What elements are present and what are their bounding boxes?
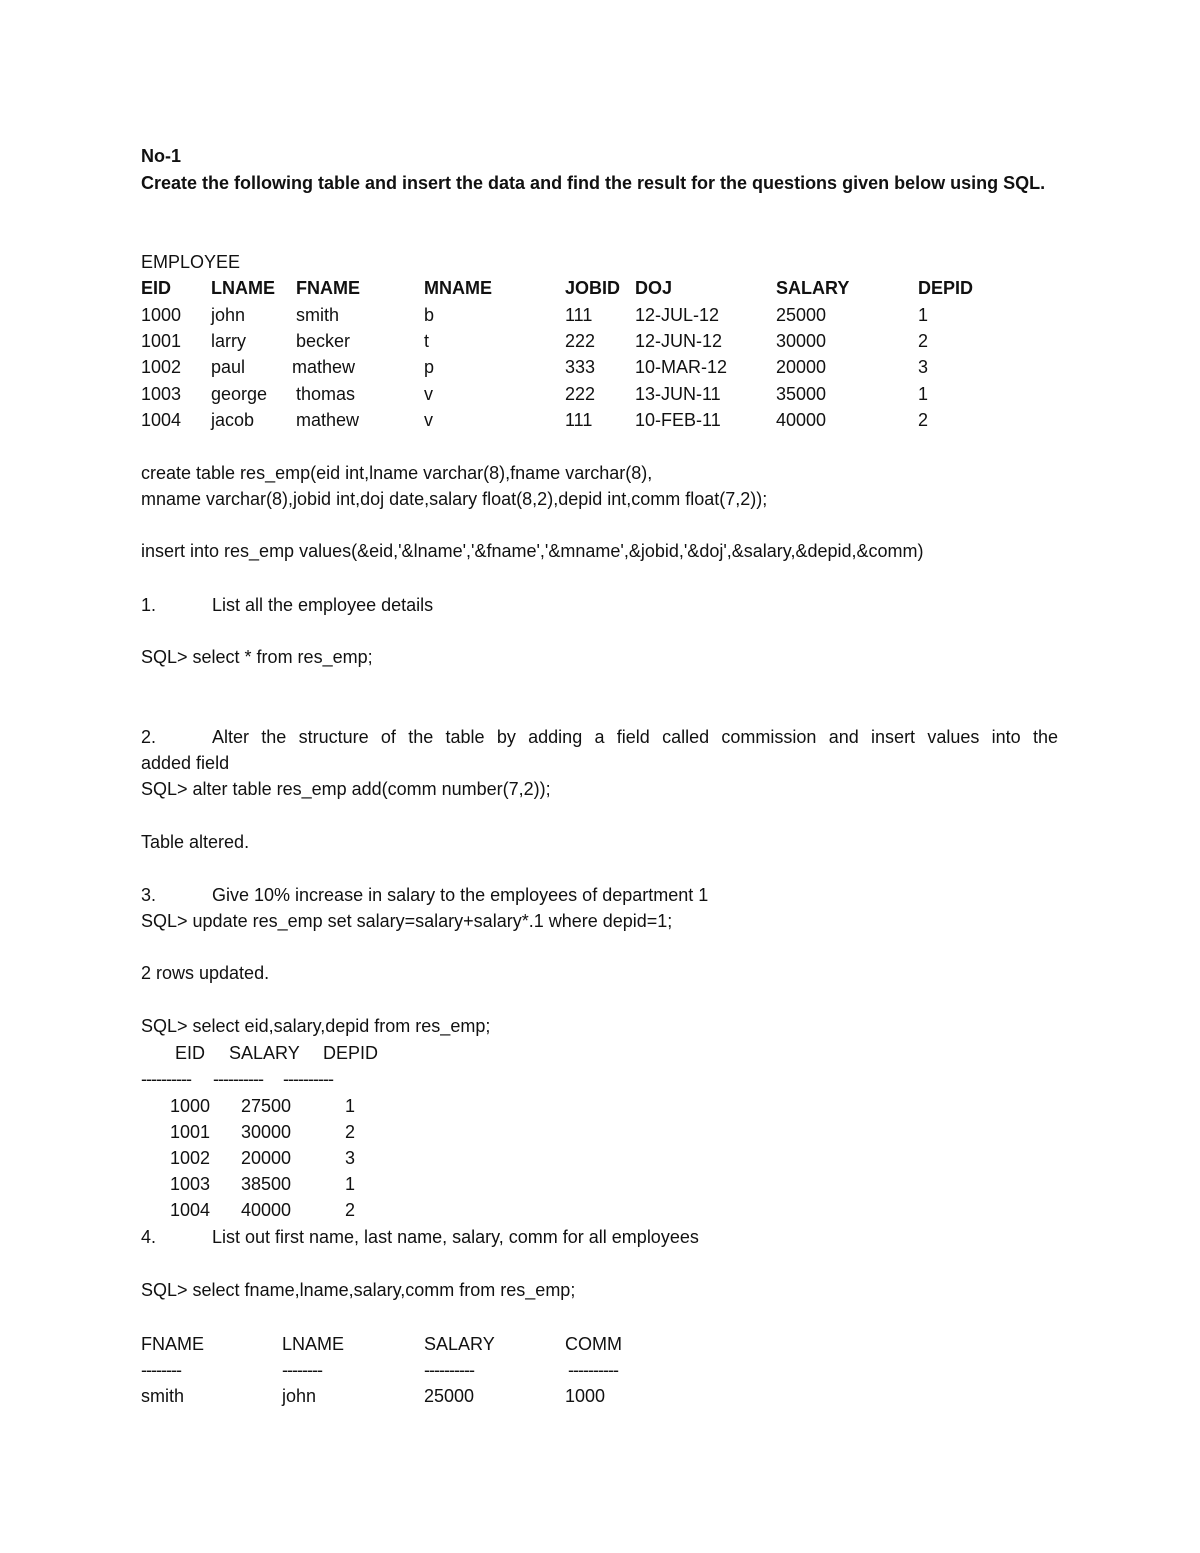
column-header: LNAME [211,278,275,298]
table-cell: 1000 [565,1386,606,1406]
column-separator: ---------- [141,1069,191,1089]
table-cell: 38500 [241,1174,292,1194]
question-number: 3. [141,885,157,905]
table-cell: 111 [565,305,593,325]
column-separator: ---------- [283,1069,333,1089]
table-cell: b [424,305,435,325]
table-cell: 1003 [141,384,182,404]
column-header: SALARY [424,1334,495,1354]
table-cell: george [211,384,268,404]
table-cell: 20000 [776,357,827,377]
column-header: EID [175,1043,206,1063]
column-header: LNAME [282,1334,345,1354]
table-cell: 27500 [241,1096,292,1116]
column-header: FNAME [296,278,360,298]
table-cell: 2 [345,1122,356,1142]
table-cell: 1004 [170,1200,211,1220]
create-statement-line1: create table res_emp(eid int,lname varchar(8),fname varchar(8), [141,463,653,483]
table-cell: 10-MAR-12 [635,357,728,377]
table-cell: mathew [292,357,356,377]
table-cell: 222 [565,331,596,351]
column-header: DOJ [635,278,673,298]
question-number: 4. [141,1227,157,1247]
table-cell: 10-FEB-11 [635,410,721,430]
table-cell: becker [296,331,351,351]
table-cell: smith [296,305,340,325]
column-separator: ---------- [424,1360,474,1380]
table-cell: 35000 [776,384,827,404]
table-cell: 40000 [776,410,827,430]
sql-result: Table altered. [141,832,250,852]
question-text: Alter the structure of the table by adding a field called commission and insert values into the [212,727,1058,747]
question-text-continued: added field [141,753,230,773]
table-cell: 13-JUN-11 [635,384,721,404]
table-cell: 1 [345,1174,356,1194]
table-cell: 2 [918,331,929,351]
table-cell: 40000 [241,1200,292,1220]
table-cell: 1 [918,305,929,325]
column-header: COMM [565,1334,622,1354]
question-number: 2. [141,727,157,747]
table-cell: thomas [296,384,356,404]
table-cell: 3 [345,1148,356,1168]
column-header: DEPID [323,1043,379,1063]
column-header: EID [141,278,172,298]
table-cell: mathew [296,410,360,430]
table-title: EMPLOYEE [141,252,241,272]
column-header: JOBID [565,278,621,298]
sql-command: SQL> select * from res_emp; [141,647,373,667]
column-separator: -------- [282,1360,322,1380]
table-cell: 20000 [241,1148,292,1168]
table-cell: 1 [918,384,929,404]
table-cell: 30000 [776,331,827,351]
column-header: DEPID [918,278,974,298]
table-cell: v [424,410,433,430]
sql-command: SQL> select eid,salary,depid from res_emp; [141,1016,491,1036]
table-cell: 1002 [170,1148,211,1168]
table-cell: 25000 [776,305,827,325]
question-text: List all the employee details [212,595,434,615]
table-cell: 12-JUL-12 [635,305,720,325]
table-cell: 1001 [141,331,182,351]
sql-result: 2 rows updated. [141,963,270,983]
table-cell: smith [141,1386,185,1406]
table-cell: 25000 [424,1386,475,1406]
table-cell: 222 [565,384,596,404]
table-cell: 12-JUN-12 [635,331,723,351]
column-separator: ---------- [568,1360,618,1380]
table-cell: 1003 [170,1174,211,1194]
instruction-text: Create the following table and insert the data and find the result for the questions given below using SQL. [141,173,1046,193]
table-cell: 1002 [141,357,182,377]
sql-command: SQL> update res_emp set salary=salary+salary*.1 where depid=1; [141,911,673,931]
sql-command: SQL> select fname,lname,salary,comm from res_emp; [141,1280,576,1300]
table-cell: jacob [211,410,255,430]
table-cell: 111 [565,410,593,430]
sql-command: SQL> alter table res_emp add(comm number(7,2)); [141,779,551,799]
table-cell: john [282,1386,317,1406]
column-header: MNAME [424,278,492,298]
table-cell: paul [211,357,246,377]
table-cell: 3 [918,357,929,377]
table-cell: 1 [345,1096,356,1116]
column-separator: -------- [141,1360,181,1380]
table-cell: 1000 [170,1096,211,1116]
table-cell: john [211,305,246,325]
table-cell: 30000 [241,1122,292,1142]
table-cell: 1001 [170,1122,211,1142]
table-cell: larry [211,331,246,351]
table-cell: 1000 [141,305,182,325]
problem-number: No-1 [141,146,181,166]
column-separator: ---------- [213,1069,263,1089]
question-text: List out first name, last name, salary, comm for all employees [212,1227,699,1247]
question-text: Give 10% increase in salary to the employees of department 1 [212,885,709,905]
table-cell: v [424,384,433,404]
column-header: SALARY [229,1043,300,1063]
table-cell: t [424,331,430,351]
table-cell: 333 [565,357,596,377]
column-header: SALARY [776,278,850,298]
table-cell: 2 [918,410,929,430]
table-cell: p [424,357,435,377]
table-cell: 2 [345,1200,356,1220]
column-header: FNAME [141,1334,204,1354]
insert-statement: insert into res_emp values(&eid,'&lname','&fname','&mname',&jobid,'&doj',&salary,&depid,&comm) [141,541,924,561]
create-statement-line2: mname varchar(8),jobid int,doj date,salary float(8,2),depid int,comm float(7,2)); [141,489,768,509]
question-number: 1. [141,595,157,615]
table-cell: 1004 [141,410,182,430]
